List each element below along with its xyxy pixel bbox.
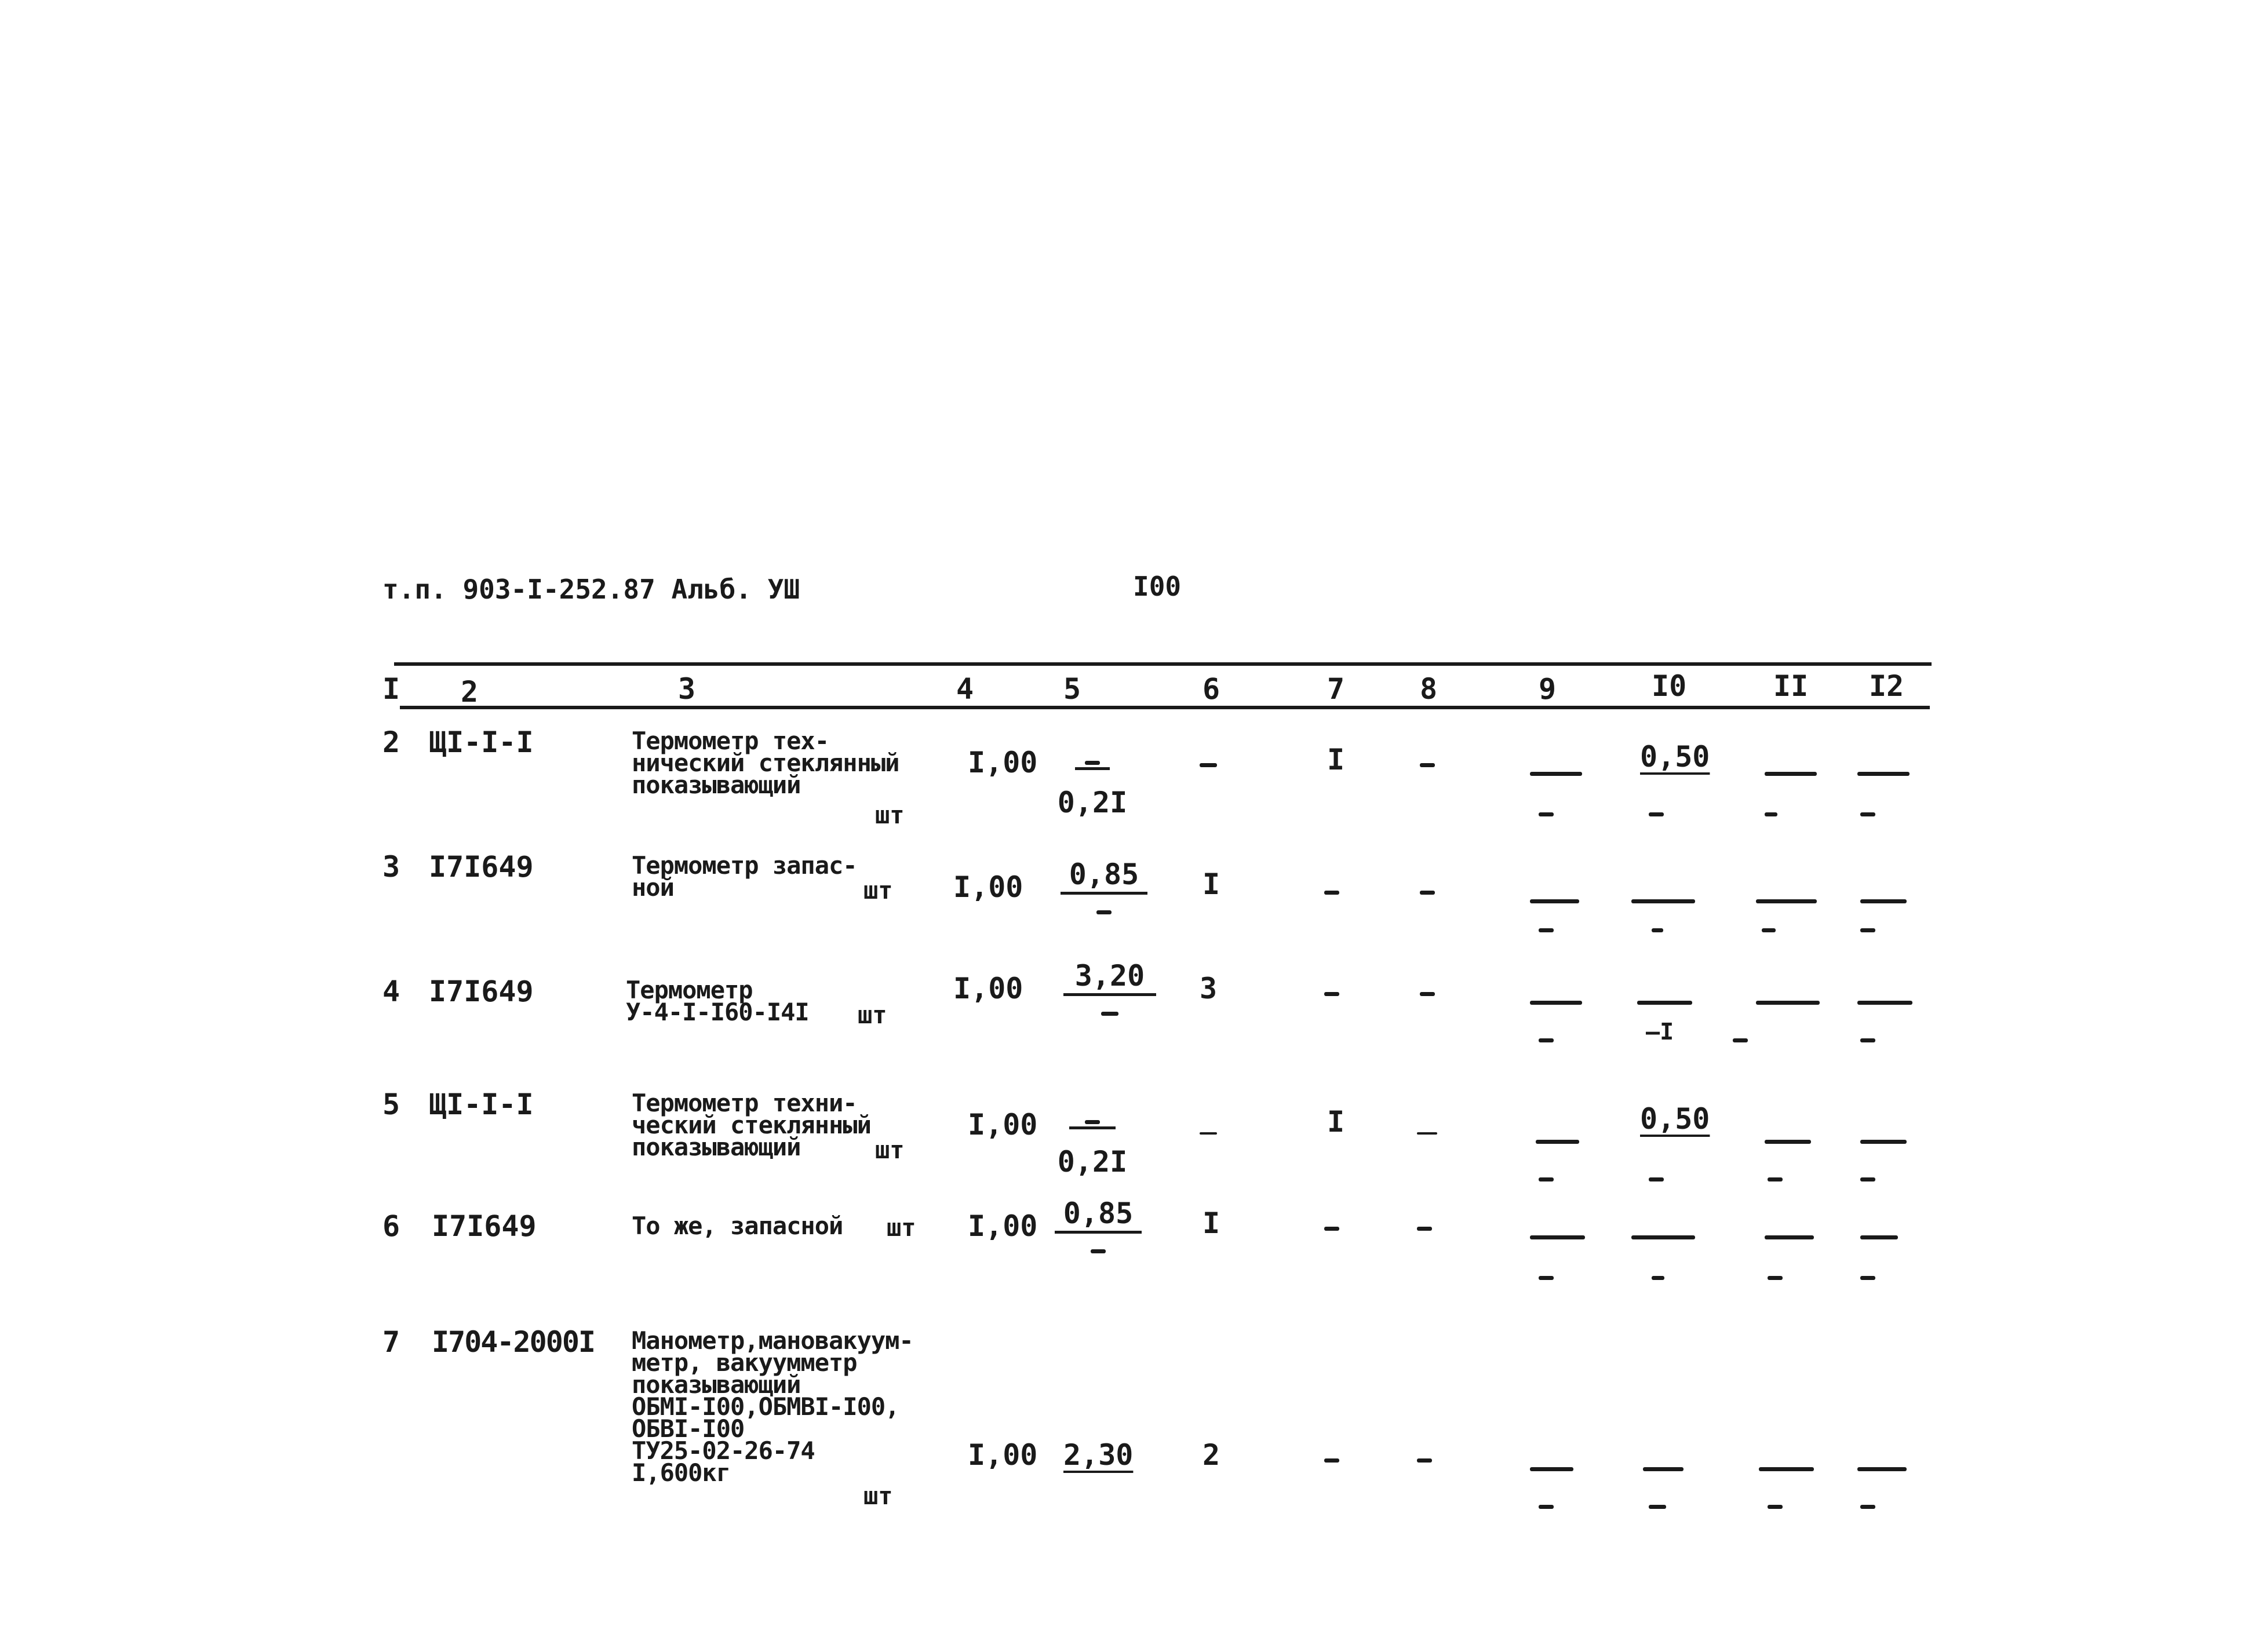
col8-dash (1417, 1454, 1432, 1465)
item-code: I7I649 (429, 850, 534, 884)
unit-label: шт (875, 1136, 905, 1164)
col9-dash (1530, 1463, 1573, 1474)
col7-dash (1324, 887, 1339, 898)
col11-dash-left (1733, 1034, 1748, 1045)
col10-dash-bottom (1652, 1272, 1664, 1283)
col6-value: I (1203, 1206, 1220, 1240)
quantity: I,00 (968, 1438, 1038, 1472)
col5-bottom-dash (1096, 910, 1112, 914)
col5-top-value: 0,85 (1069, 857, 1139, 891)
column-header-rule (400, 706, 1930, 709)
col5-fraction (1043, 730, 1142, 820)
col10-value: 0,50 (1640, 740, 1710, 774)
col5-fraction (1049, 1194, 1147, 1268)
quantity: I,00 (968, 1209, 1038, 1243)
col9-dash-bottom (1539, 1501, 1554, 1512)
col11-dash (1765, 1231, 1814, 1242)
unit-label: шт (875, 801, 905, 829)
col12-dash (1860, 1231, 1898, 1242)
col12-dash (1857, 997, 1912, 1008)
unit-label: шт (887, 1213, 916, 1242)
row-number: 3 (382, 850, 400, 884)
column-number: II (1773, 669, 1809, 703)
col9-dash (1536, 1136, 1579, 1147)
col5-bottom-dash (1101, 1012, 1118, 1016)
item-code: I704-2000I (432, 1325, 595, 1359)
col11-dash (1765, 768, 1817, 779)
col12-dash (1860, 895, 1907, 906)
col9-dash (1530, 768, 1582, 779)
col8-dash (1417, 1223, 1432, 1234)
col5-top-dash (1085, 1120, 1100, 1124)
unit-label: шт (863, 876, 893, 905)
column-number: I2 (1869, 669, 1904, 703)
col5-bottom-dash (1091, 1249, 1106, 1253)
col6-dash (1200, 759, 1217, 770)
col5-top-dash (1085, 761, 1100, 765)
col12-dash (1857, 1463, 1907, 1474)
column-number: 2 (461, 675, 479, 709)
col10-dash (1637, 997, 1692, 1008)
unit-label: шт (863, 1482, 893, 1510)
col10-bottom-value: –I (1646, 1019, 1674, 1045)
col12-dash-bottom (1860, 1034, 1875, 1045)
col10-dash (1631, 1231, 1695, 1242)
col12-dash-bottom (1860, 808, 1875, 819)
col6-value: 3 (1200, 972, 1218, 1005)
col10-dash-bottom (1649, 1501, 1666, 1512)
col10-dash-bottom (1652, 924, 1663, 935)
col12-dash (1860, 1136, 1907, 1147)
col7-dash (1324, 988, 1339, 999)
col8-dash (1420, 988, 1435, 999)
col12-dash-bottom (1860, 1173, 1875, 1184)
document-reference: т.п. 903-I-252.87 Альб. УШ (382, 574, 800, 605)
col10-dash (1631, 895, 1695, 906)
col8-dash (1420, 887, 1435, 898)
column-number: 8 (1420, 672, 1438, 706)
col9-dash-bottom (1539, 1173, 1554, 1184)
unit-label: шт (858, 1001, 887, 1029)
item-code: I7I649 (429, 975, 534, 1008)
column-number: 6 (1203, 672, 1220, 706)
col7-value: I (1327, 743, 1345, 776)
col5-fraction (1043, 1089, 1142, 1179)
page-number: I00 (1133, 571, 1182, 602)
col10-value: 0,50 (1640, 1102, 1710, 1136)
quantity: I,00 (953, 972, 1023, 1005)
col10-dash-bottom (1649, 1173, 1664, 1184)
quantity: I,00 (968, 746, 1038, 779)
item-description: Термометр техни- ческий стеклянный показывающий (632, 1089, 871, 1161)
col5-top-value: 0,85 (1063, 1196, 1134, 1230)
col5-bottom-value: 0,2I (1057, 1144, 1128, 1179)
col11-dash-bottom (1768, 1272, 1783, 1283)
col6-dash (1200, 1127, 1217, 1138)
item-description: Термометр тех- нический стеклянный показывающий (632, 727, 899, 799)
column-number: I (382, 672, 400, 706)
col12-dash (1857, 768, 1910, 779)
col9-dash-bottom (1539, 1272, 1554, 1283)
col10-dash-bottom (1649, 808, 1664, 819)
col6-value: 2 (1203, 1438, 1220, 1472)
row-number: 6 (382, 1209, 400, 1243)
col10-dash (1643, 1463, 1684, 1474)
col8-dash (1417, 1127, 1437, 1138)
row-number: 2 (382, 725, 400, 759)
col12-dash-bottom (1860, 924, 1875, 935)
item-description: Термометр У-4-I-I60-I4I (626, 976, 809, 1026)
col9-dash (1530, 997, 1582, 1008)
col7-dash (1324, 1223, 1339, 1234)
column-number: 3 (678, 672, 696, 706)
item-description: Термометр запас- ной (632, 851, 857, 902)
column-number: 4 (956, 672, 974, 706)
row-number: 5 (382, 1088, 400, 1121)
col11-dash-bottom (1768, 1501, 1783, 1512)
item-description: То же, запасной (632, 1212, 843, 1240)
quantity: I,00 (968, 1108, 1038, 1142)
table-top-rule (394, 662, 1932, 666)
col5-value: 2,30 (1063, 1438, 1134, 1472)
col5-fraction (1061, 956, 1159, 1031)
col11-dash (1759, 1463, 1814, 1474)
column-number: I0 (1652, 669, 1687, 703)
row-number: 7 (382, 1325, 400, 1359)
item-code: ЩI-I-I (429, 1088, 534, 1121)
item-description: Манометр,мановакуум- метр, вакуумметр показывающий ОБМI-I00,ОБМВI-I00, ОБВI-I00 ТУ25-02-26-74 I,600кг (632, 1326, 913, 1487)
col6-value: I (1203, 867, 1220, 901)
column-number: 9 (1539, 672, 1557, 706)
col9-dash (1530, 895, 1579, 906)
col9-dash (1530, 1231, 1585, 1242)
col9-dash-bottom (1539, 1034, 1554, 1045)
col11-dash-bottom (1762, 924, 1776, 935)
col11-dash-bottom (1768, 1173, 1783, 1184)
item-code: ЩI-I-I (429, 725, 534, 759)
col11-dash (1756, 895, 1817, 906)
col11-dash (1765, 1136, 1811, 1147)
col5-top-value: 3,20 (1074, 958, 1145, 993)
column-number: 5 (1063, 672, 1081, 706)
col5-bottom-value: 0,2I (1057, 785, 1128, 819)
column-number: 7 (1327, 672, 1345, 706)
col12-dash-bottom (1860, 1501, 1875, 1512)
row-number: 4 (382, 975, 400, 1008)
item-code: I7I649 (432, 1209, 537, 1243)
col7-value: I (1327, 1105, 1345, 1139)
col5-fraction (1055, 855, 1153, 929)
col11-dash-bottom (1765, 808, 1777, 819)
col7-dash (1324, 1454, 1339, 1465)
col9-dash-bottom (1539, 808, 1554, 819)
col9-dash-bottom (1539, 924, 1554, 935)
col12-dash-bottom (1860, 1272, 1875, 1283)
quantity: I,00 (953, 870, 1023, 904)
col11-dash (1756, 997, 1820, 1008)
col8-dash (1420, 759, 1435, 770)
